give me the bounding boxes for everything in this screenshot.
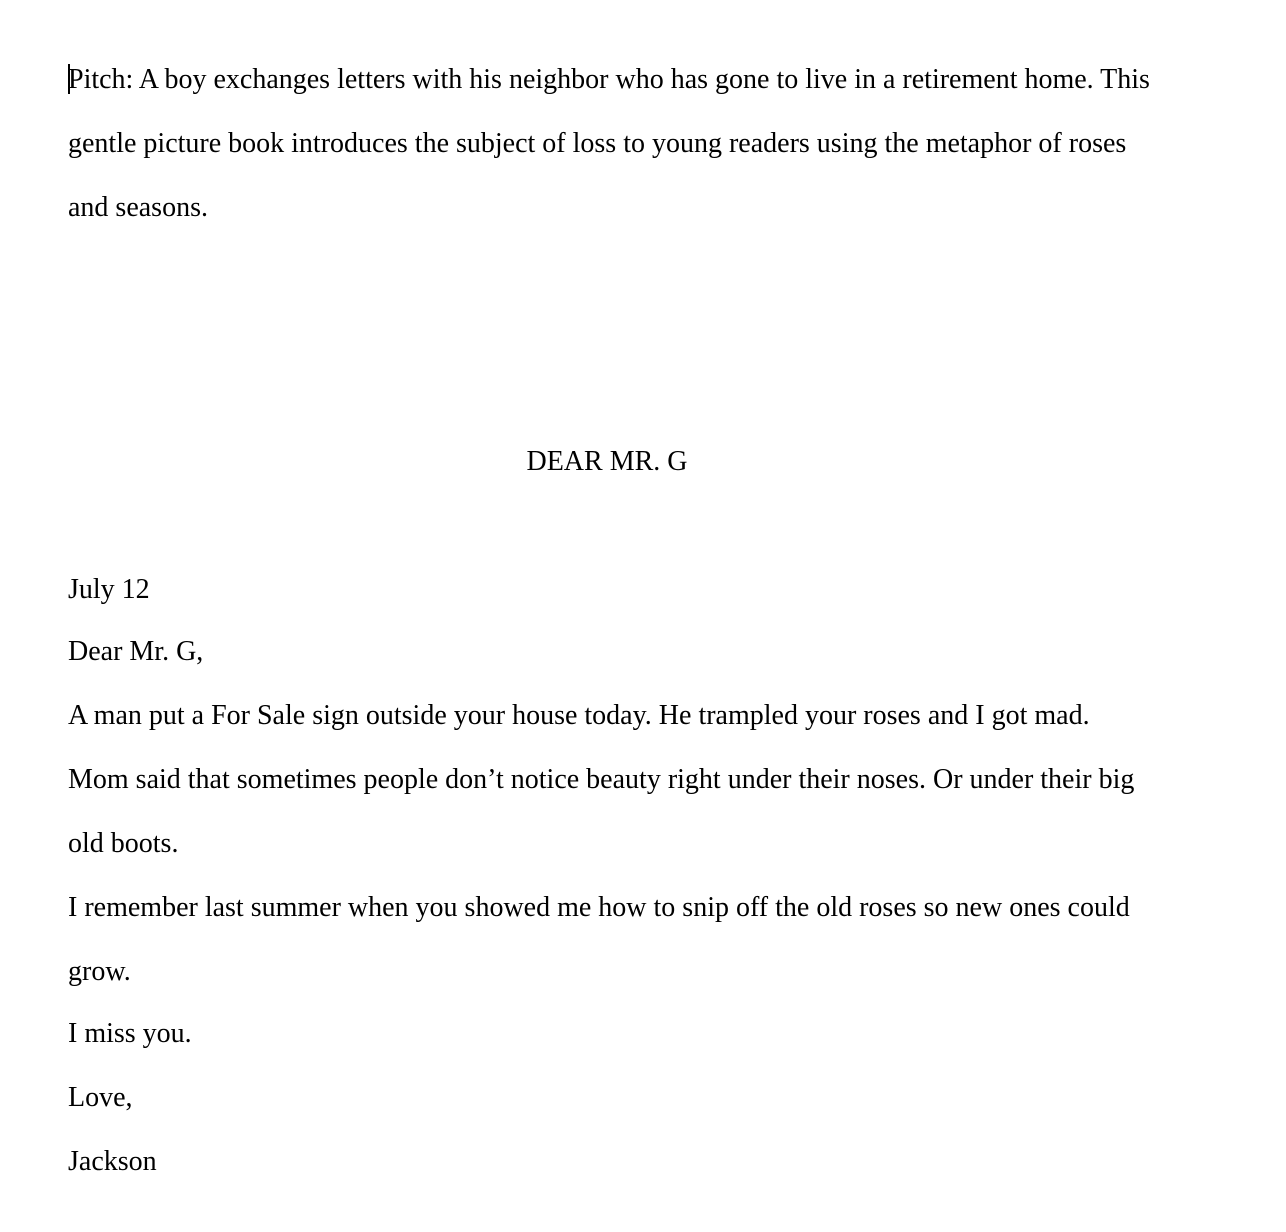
letter-date: July 12 bbox=[68, 574, 150, 605]
letter-body-line-6: I miss you. bbox=[68, 1018, 192, 1049]
letter-body-line-2: Mom said that sometimes people don’t notice beauty right under their noses. Or under their big bbox=[68, 764, 1135, 795]
pitch-line-1: Pitch: A boy exchanges letters with his neighbor who has gone to live in a retirement home. This bbox=[68, 64, 1150, 95]
letter-salutation: Dear Mr. G, bbox=[68, 636, 204, 667]
letter-body-line-4: I remember last summer when you showed me how to snip off the old roses so new ones could bbox=[68, 892, 1130, 923]
manuscript-title: DEAR MR. G bbox=[526, 446, 688, 477]
letter-closing: Love, bbox=[68, 1082, 133, 1113]
pitch-line-3: and seasons. bbox=[68, 192, 208, 223]
pitch-line-2: gentle picture book introduces the subject of loss to young readers using the metaphor of roses bbox=[68, 128, 1127, 159]
letter-body-line-3: old boots. bbox=[68, 828, 179, 859]
letter-body-line-1: A man put a For Sale sign outside your house today. He trampled your roses and I got mad. bbox=[68, 700, 1090, 731]
letter-body-line-5: grow. bbox=[68, 956, 131, 987]
letter-signature: Jackson bbox=[68, 1146, 157, 1177]
